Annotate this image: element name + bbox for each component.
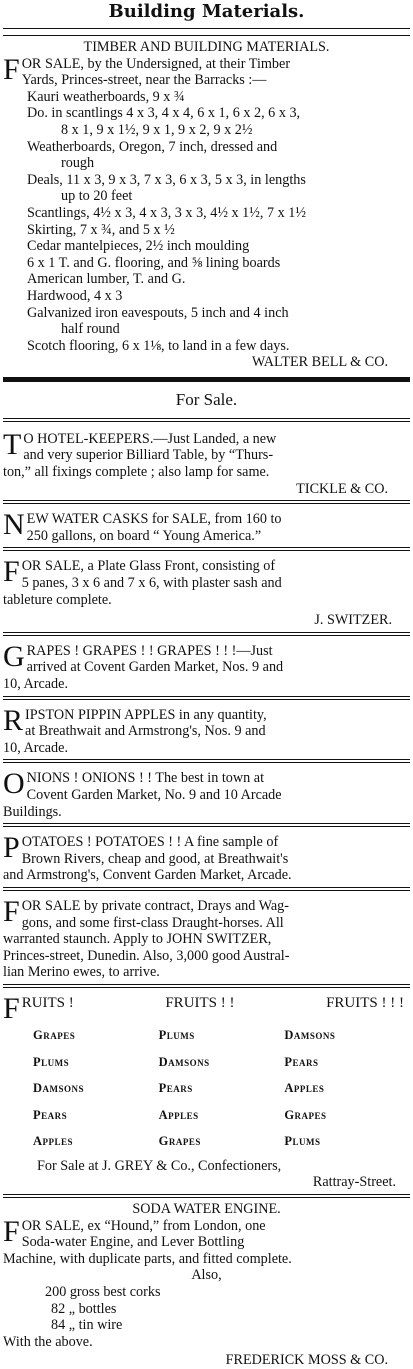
fruit-name: Apples (158, 1107, 199, 1122)
drop-cap: F (3, 991, 20, 1025)
divider (3, 35, 410, 36)
fruit-name: Grapes (284, 1107, 327, 1122)
drop-cap: R (3, 703, 24, 737)
ad-signature: WALTER BELL & CO. (251, 354, 388, 371)
soda-advertisement (3, 1201, 410, 1369)
ad-line: 5 panes, 3 x 6 and 7 x 6, with plaster sash and (21, 575, 282, 592)
potatoes-advertisement (3, 830, 410, 884)
ad-line: OTATOES ! POTATOES ! ! A fine sample of (21, 834, 279, 851)
ad-line: Brown Rivers, cheap and good, at Breathwait's (21, 850, 289, 867)
ad-line: Rattray-Street. (312, 1174, 396, 1191)
fruits-header (22, 995, 410, 1012)
fruit-name: Pears (158, 1081, 193, 1096)
ad-line: American lumber, T. and G. (27, 271, 186, 288)
fruit-name: Grapes (33, 1027, 76, 1042)
drop-cap: F (3, 52, 20, 86)
drays-advertisement (3, 894, 410, 981)
ad-line: Galvanized iron eavespouts, 5 inch and 4 inch (27, 304, 289, 321)
ad-line: For Sale at J. GREY & Co., Confectioners, (37, 1157, 282, 1174)
ad-line: Do. in scantlings 4 x 3, 4 x 4, 6 x 1, 6 x 2, 6 x 3, (27, 105, 301, 122)
ad-line: ton,” all fixings complete ; also lamp for same. (3, 464, 270, 481)
ad-line: Hardwood, 4 x 3 (27, 287, 123, 304)
ad-line: at Breathwait and Armstrong's, Nos. 9 and (25, 723, 266, 740)
double-rule (3, 547, 410, 551)
ad-line: OR SALE, ex “Hound,” from London, one (21, 1217, 266, 1234)
ad-line: Buildings. (3, 803, 62, 820)
ad-line: lian Merino ewes, to arrive. (3, 964, 160, 981)
ad-line: Yards, Princes-street, near the Barracks :— (21, 72, 267, 89)
ad-line: Skirting, 7 x ¾, and 5 x ½ (27, 221, 175, 238)
fruit-name: Plums (158, 1027, 195, 1042)
fruit-name: Pears (33, 1107, 68, 1122)
ad-line: gons, and some first-class Draught-horses. All (21, 914, 284, 931)
fruits-grid (3, 1021, 410, 1150)
ad-signature: J. SWITZER. (314, 612, 392, 629)
ad-line: 84 „ tin wire (51, 1317, 123, 1334)
fruits-heading: RUITS ! (21, 994, 74, 1011)
grapes-advertisement (3, 639, 410, 693)
fruit-name: Plums (33, 1054, 70, 1069)
ad-line: Scantlings, 4½ x 3, 4 x 3, 3 x 3, 4½ x 1½, 7 x 1½ (27, 204, 307, 221)
ad-line: EW WATER CASKS for SALE, from 160 to (26, 511, 282, 528)
ripston-advertisement (3, 703, 410, 757)
ad-line: NIONS ! ONIONS ! ! The best in town at (26, 770, 265, 787)
ad-line: 10, Arcade. (3, 739, 68, 756)
fruit-name: Apples (33, 1134, 74, 1149)
thick-rule (3, 377, 410, 382)
drop-cap: F (3, 555, 20, 589)
fruits-advertisement (3, 991, 410, 1191)
double-rule (3, 418, 410, 422)
ad-line: RAPES ! GRAPES ! ! GRAPES ! ! !—Just (26, 642, 273, 659)
page-title: Building Materials. (3, 0, 410, 29)
hotel-advertisement (3, 425, 410, 497)
drop-cap: F (3, 894, 20, 928)
ad-line: Weatherboards, Oregon, 7 inch, dressed and (27, 138, 278, 155)
ad-signature: TICKLE & CO. (296, 480, 388, 497)
drop-cap: O (3, 767, 25, 801)
fruit-name: Grapes (158, 1134, 201, 1149)
fruit-name: Damsons (33, 1081, 85, 1096)
ad-line: 200 gross best corks (45, 1284, 161, 1301)
double-rule (3, 500, 410, 504)
ad-line: Scotch flooring, 6 x 1⅛, to land in a few days. (27, 337, 290, 354)
drop-cap: G (3, 639, 25, 673)
ad-line: 10, Arcade. (3, 676, 68, 692)
casks-advertisement (3, 507, 410, 544)
ad-line: Also, (191, 1267, 222, 1284)
ad-line: tableture complete. (3, 591, 112, 608)
drop-cap: T (3, 427, 22, 461)
drop-cap: F (3, 1214, 20, 1248)
double-rule (3, 984, 410, 988)
double-rule (3, 887, 410, 891)
ad-line: Princes-street, Dunedin. Also, 3,000 good Austral- (3, 947, 290, 964)
ad-line: rough (61, 155, 95, 172)
ad-line: 6 x 1 T. and G. flooring, and ⅝ lining boards (27, 254, 281, 271)
ad-line: With the above. (3, 1333, 93, 1350)
fruits-heading: FRUITS ! ! (165, 994, 235, 1011)
fruits-heading: FRUITS ! ! ! (326, 994, 404, 1011)
newspaper-column (3, 0, 410, 1369)
ad-signature: FREDERICK MOSS & CO. (225, 1352, 388, 1369)
fruit-name: Apples (284, 1081, 325, 1096)
fruit-name: Damsons (284, 1027, 336, 1042)
ad-line: Cedar mantelpieces, 2½ inch moulding (27, 238, 250, 255)
fruit-name: Pears (284, 1054, 319, 1069)
ad-line: IPSTON PIPPIN APPLES in any quantity, (25, 706, 267, 723)
timber-advertisement (3, 39, 410, 371)
ad-line: Machine, with duplicate parts, and fitted complete. (3, 1250, 292, 1267)
double-rule (3, 696, 410, 700)
ad-line: warranted staunch. Apply to JOHN SWITZER, (3, 931, 272, 948)
fruit-name: Damsons (158, 1054, 210, 1069)
double-rule (3, 759, 410, 763)
fruit-name: Plums (284, 1134, 321, 1149)
soda-title: SODA WATER ENGINE. (132, 1201, 281, 1218)
drop-cap: N (3, 508, 25, 542)
ad-line: and Armstrong's, Convent Garden Market, Arcade. (3, 867, 292, 884)
ad-line: and very superior Billiard Table, by “Thurs- (23, 447, 274, 464)
ad-line: OR SALE, by the Undersigned, at their Timber (21, 55, 291, 72)
ad-line: Soda-water Engine, and Lever Bottling (21, 1234, 245, 1251)
onions-advertisement (3, 766, 410, 820)
ad-line: OR SALE by private contract, Drays and Wag- (21, 897, 289, 914)
ad-line: OR SALE, a Plate Glass Front, consisting of (21, 558, 276, 575)
ad-line: 8 x 1, 9 x 1½, 9 x 1, 9 x 2, 9 x 2½ (61, 121, 253, 138)
ad-line: 250 gallons, on board “ Young America.” (26, 527, 262, 544)
ad-line: Deals, 11 x 3, 9 x 3, 7 x 3, 6 x 3, 5 x 3, in lengths (27, 171, 306, 188)
ad-line: up to 20 feet (61, 188, 133, 205)
ad-line: half round (61, 321, 120, 338)
ad-line: Covent Garden Market, No. 9 and 10 Arcade (26, 786, 282, 803)
double-rule (3, 823, 410, 827)
ad-line: 82 „ bottles (51, 1300, 117, 1317)
glass-advertisement (3, 554, 410, 628)
double-rule (3, 632, 410, 636)
timber-title: TIMBER AND BUILDING MATERIALS. (83, 39, 330, 55)
section-title: For Sale. (175, 389, 238, 409)
double-rule (3, 1194, 410, 1198)
drop-cap: P (3, 831, 20, 865)
ad-line: Kauri weatherboards, 9 x ¾ (27, 88, 185, 105)
ad-line: O HOTEL-KEEPERS.—Just Landed, a new (23, 430, 277, 447)
ad-line: arrived at Covent Garden Market, Nos. 9 and (26, 659, 284, 676)
